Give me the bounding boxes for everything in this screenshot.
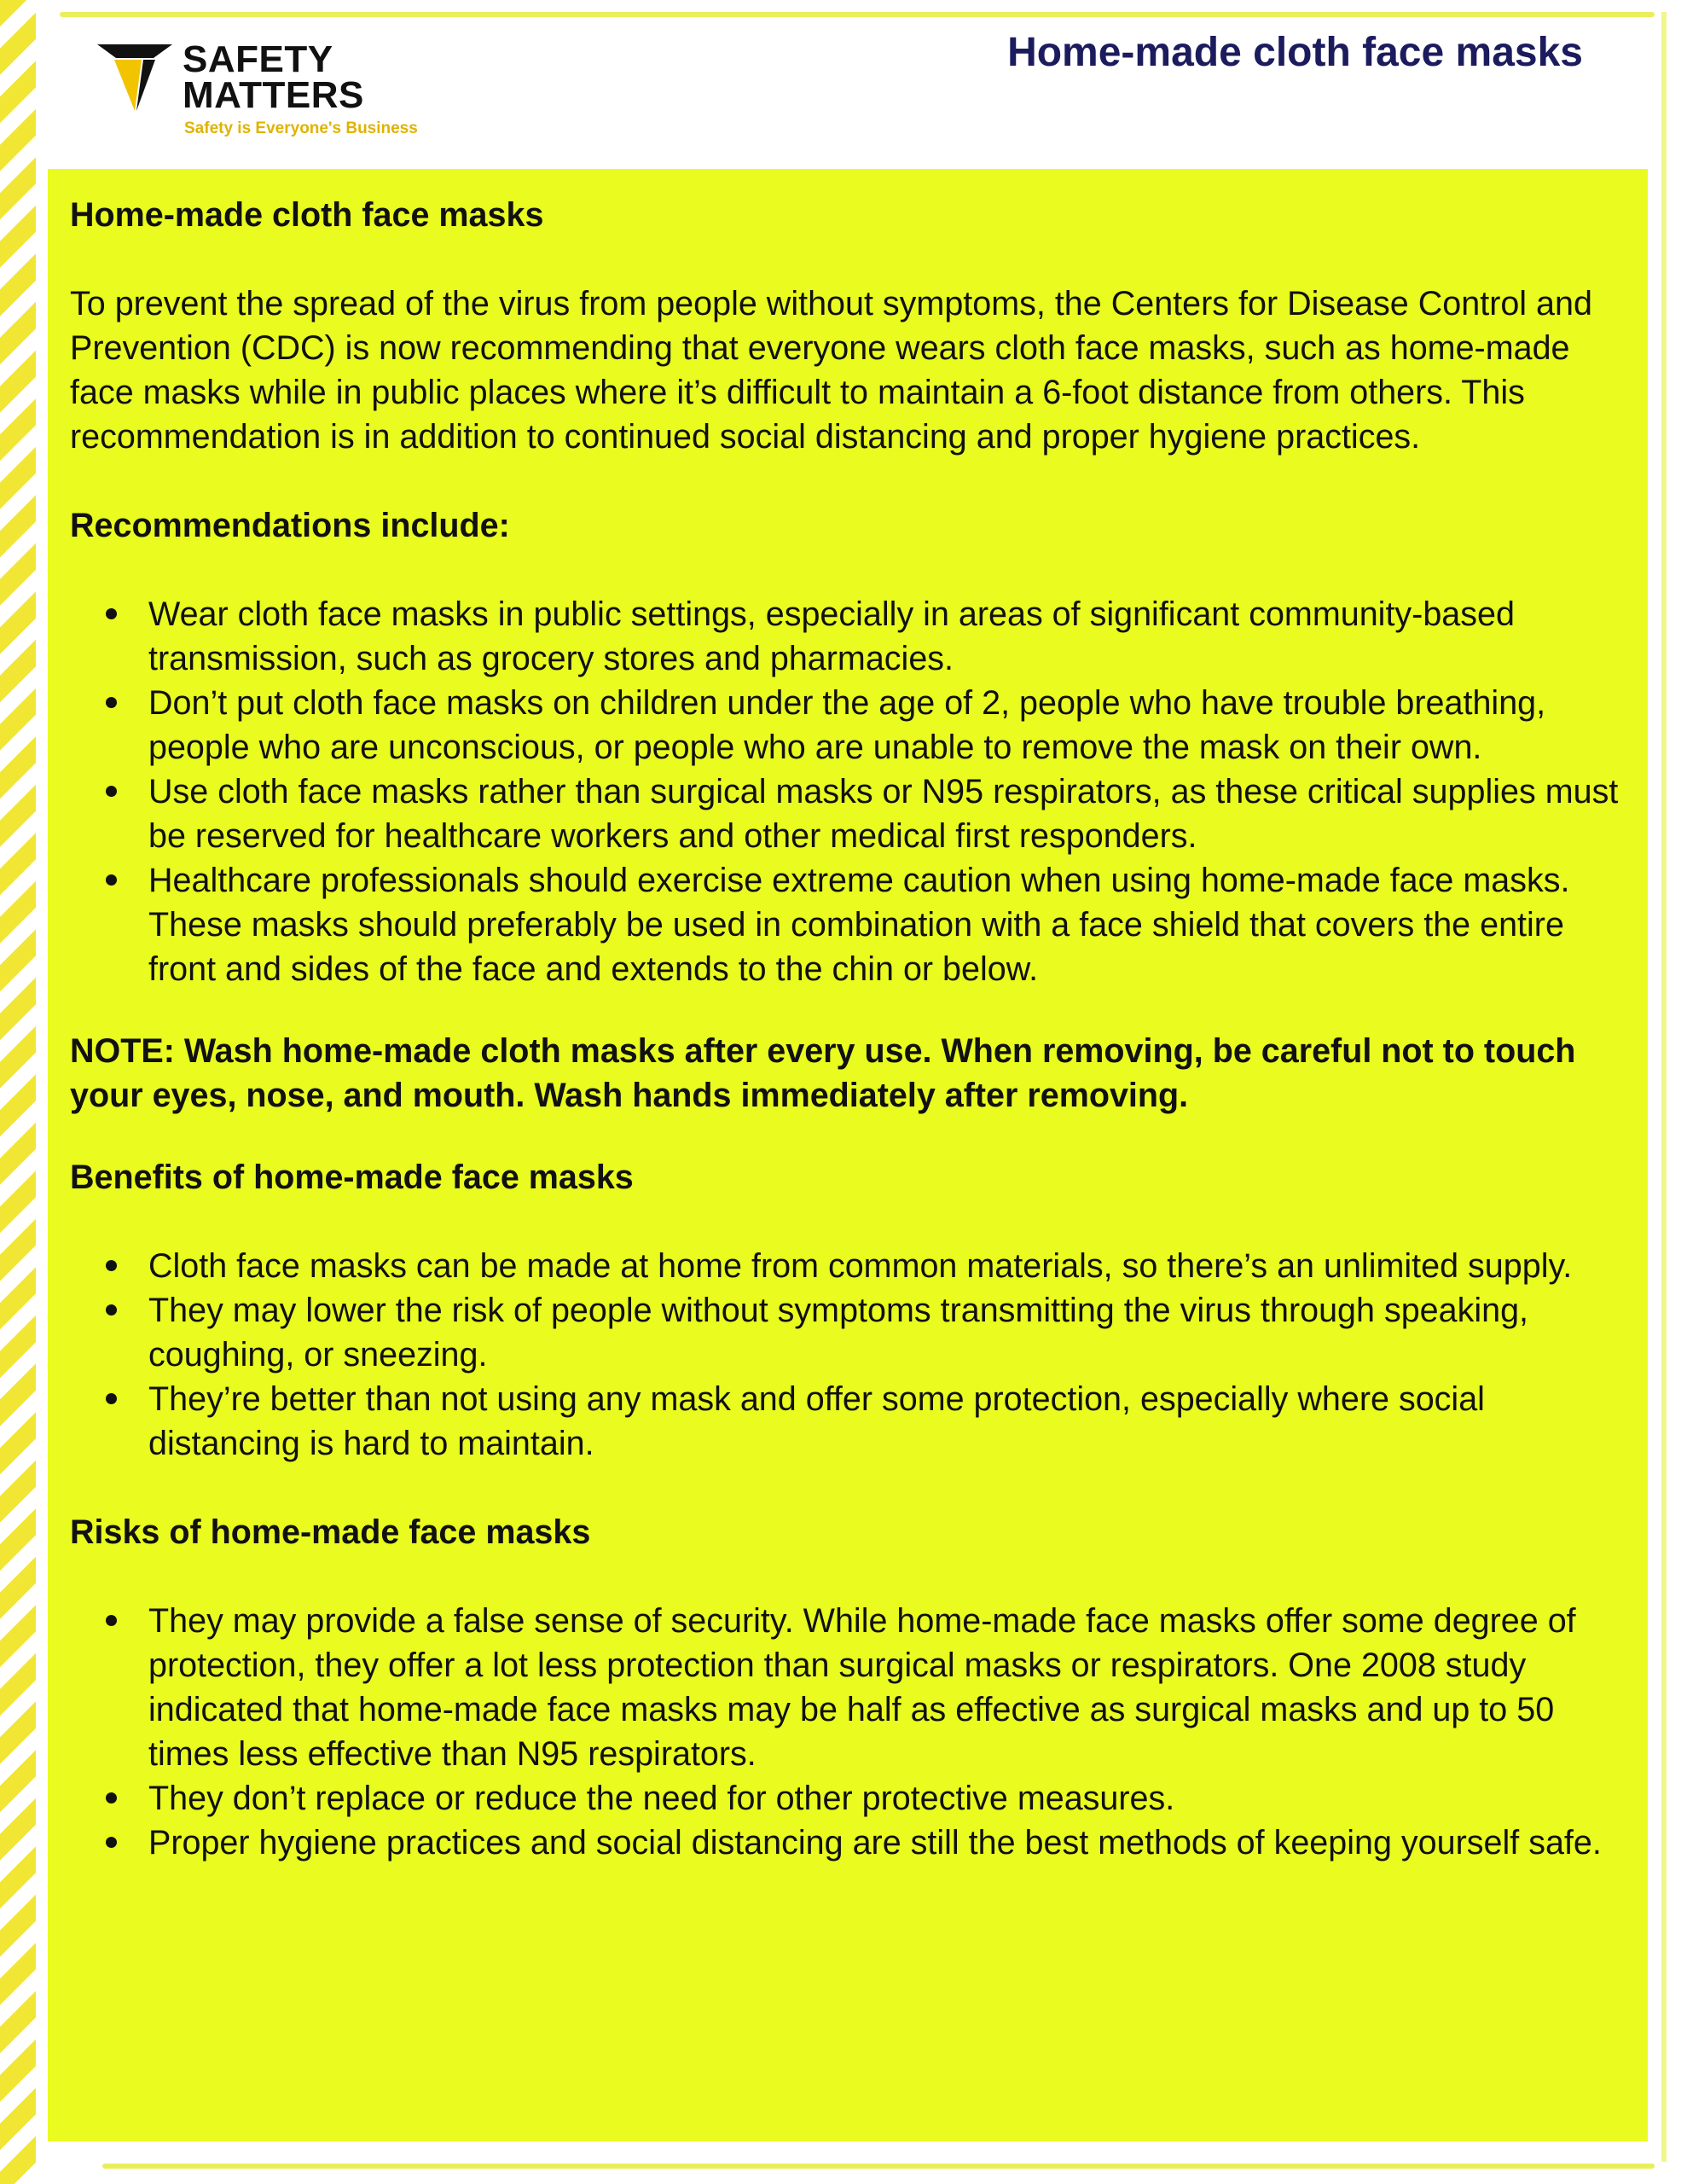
spacer: [70, 548, 1622, 592]
list-item: Proper hygiene practices and social distancing are still the best methods of keeping yourself safe.: [70, 1821, 1622, 1865]
intro-paragraph: To prevent the spread of the virus from people without symptoms, the Centers for Disease Control and Prevention (CDC) is now recommending that everyone wears cloth face masks, such as home-made face masks while in public places where it’s difficult to maintain a 6-foot distance from others. This recommendation is in addition to continued social distancing and proper hygiene practices.: [70, 285, 1592, 456]
list-item: Cloth face masks can be made at home from common materials, so there’s an unlimited supply.: [70, 1244, 1622, 1288]
brand-name-line1: SAFETY: [183, 38, 333, 80]
benefits-list: [70, 1244, 1622, 1466]
list-item: Wear cloth face masks in public settings, especially in areas of significant community-based transmission, such as grocery stores and pharmacies.: [70, 592, 1622, 681]
wash-note: NOTE: Wash home-made cloth masks after every use. When removing, be careful not to touch your eyes, nose, and mouth. Wash hands immediately after removing.: [70, 1032, 1576, 1114]
list-item: Use cloth face masks rather than surgical masks or N95 respirators, as these critical supplies must be reserved for healthcare workers and other medical first responders.: [70, 770, 1622, 858]
list-item: They may lower the risk of people without symptoms transmitting the virus through speaking, coughing, or sneezing.: [70, 1288, 1622, 1377]
document-heading: Home-made cloth face masks: [70, 196, 544, 234]
spacer: [70, 1554, 1622, 1599]
spacer: [70, 1118, 1622, 1155]
list-item: They don’t replace or reduce the need for other protective measures.: [70, 1776, 1622, 1821]
top-divider: [60, 12, 1655, 17]
risks-heading: Risks of home-made face masks: [70, 1513, 591, 1551]
striped-border: [0, 0, 36, 2184]
spacer: [70, 237, 1622, 282]
risks-list: [70, 1599, 1622, 1865]
spacer: [70, 991, 1622, 1029]
content-panel: [48, 169, 1648, 2141]
recommendations-list: [70, 592, 1622, 991]
document-body: [70, 193, 1622, 1865]
bottom-divider: [102, 2164, 1655, 2169]
spacer: [70, 459, 1622, 503]
list-item: They may provide a false sense of security. While home-made face masks offer some degree of protection, they offer a lot less protection than surgical masks or respirators. One 2008 study indicated that home-made face masks may be half as effective as surgical masks and up to 50 times less effective than N95 respirators.: [70, 1599, 1622, 1776]
right-divider: [1661, 12, 1667, 2162]
spacer: [70, 1199, 1622, 1244]
brand-tagline: Safety is Everyone's Business: [184, 119, 418, 137]
brand-logo: [94, 36, 452, 147]
header-title: Home-made cloth face masks: [1007, 30, 1583, 75]
benefits-heading: Benefits of home-made face masks: [70, 1159, 634, 1196]
list-item: Healthcare professionals should exercise extreme caution when using home-made face masks. These masks should preferably be used in combination with a face shield that covers the entire front and sides of the face and extends to the chin or below.: [70, 858, 1622, 991]
list-item: Don’t put cloth face masks on children under the age of 2, people who have trouble breathing, people who are unconscious, or people who are unable to remove the mask on their own.: [70, 681, 1622, 770]
spacer: [70, 1466, 1622, 1510]
list-item: They’re better than not using any mask and offer some protection, especially where social distancing is hard to maintain.: [70, 1377, 1622, 1466]
v-chevron-logo-icon: [94, 39, 176, 121]
recommendations-heading: Recommendations include:: [70, 507, 510, 544]
brand-name-line2: MATTERS: [183, 74, 364, 116]
